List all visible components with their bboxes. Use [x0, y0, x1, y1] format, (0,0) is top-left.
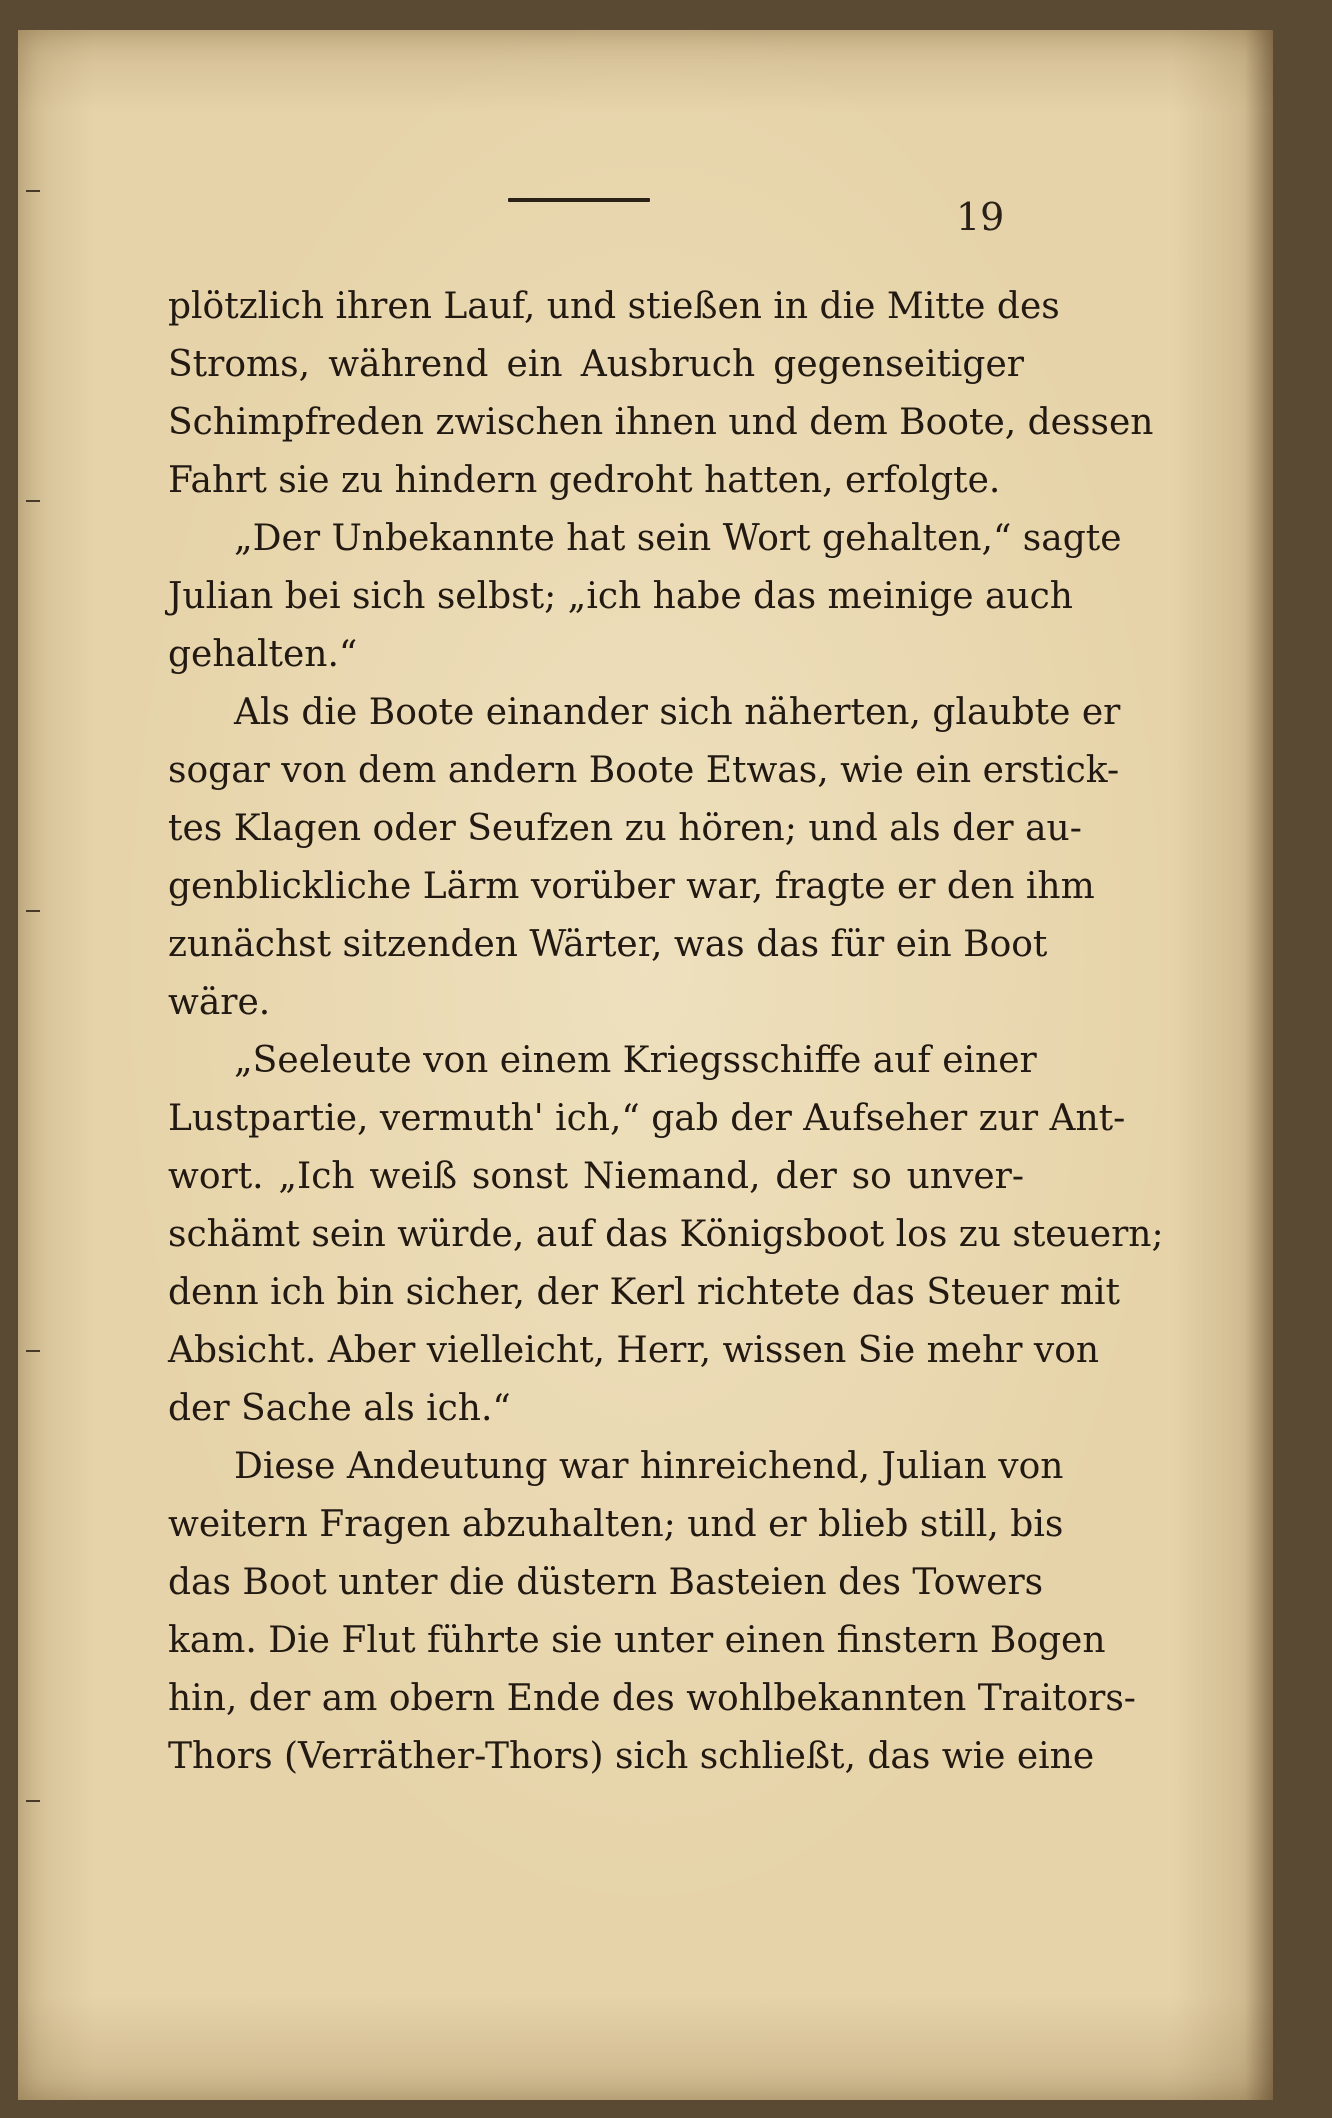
- text-line: Fahrt sie zu hindern gedroht hatten, erfolgte.: [168, 460, 1001, 501]
- text-line: Thors (Verräther-Thors) sich schließt, das wie eine: [168, 1736, 1095, 1777]
- margin-mark: [26, 1800, 40, 1802]
- text-line: tes Klagen oder Seufzen zu hören; und als der au-: [168, 808, 1082, 849]
- header-rule: [508, 198, 650, 202]
- text-line: Diese Andeutung war hinreichend, Julian von: [234, 1446, 1064, 1487]
- text-line: Absicht. Aber vielleicht, Herr, wissen Sie mehr von: [168, 1330, 1100, 1371]
- book-page: [18, 30, 1273, 2100]
- text-line: denn ich bin sicher, der Kerl richtete das Steuer mit: [168, 1272, 1121, 1313]
- margin-mark: [26, 500, 40, 502]
- body-text: [168, 278, 1164, 1786]
- text-line: plötzlich ihren Lauf, und stießen in die Mitte des: [168, 286, 1060, 327]
- text-line: Schimpfreden zwischen ihnen und dem Boote, dessen: [168, 402, 1154, 443]
- page-spine-shadow: [1245, 30, 1273, 2100]
- text-line: „Seeleute von einem Kriegsschiffe auf einer: [234, 1040, 1037, 1081]
- text-line: sogar von dem andern Boote Etwas, wie ein erstick-: [168, 750, 1120, 791]
- text-line: Stroms, während ein Ausbruch gegenseitiger: [168, 344, 1024, 385]
- margin-mark: [26, 910, 40, 912]
- text-line: Julian bei sich selbst; „ich habe das meinige auch: [168, 576, 1073, 617]
- text-line: weitern Fragen abzuhalten; und er blieb still, bis: [168, 1504, 1064, 1545]
- text-line: wäre.: [168, 982, 271, 1023]
- page-number: 19: [956, 195, 1005, 239]
- text-line: Lustpartie, vermuth' ich,“ gab der Aufseher zur Ant-: [168, 1098, 1126, 1139]
- text-line: hin, der am obern Ende des wohlbekannten Traitors-: [168, 1678, 1136, 1719]
- text-line: Als die Boote einander sich näherten, glaubte er: [234, 692, 1121, 733]
- text-line: der Sache als ich.“: [168, 1388, 511, 1429]
- text-line: wort. „Ich weiß sonst Niemand, der so unver-: [168, 1156, 1024, 1197]
- text-line: schämt sein würde, auf das Königsboot los zu steuern;: [168, 1214, 1164, 1255]
- margin-mark: [26, 1350, 40, 1352]
- text-line: genblickliche Lärm vorüber war, fragte er den ihm: [168, 866, 1095, 907]
- margin-mark: [26, 190, 40, 192]
- text-line: das Boot unter die düstern Basteien des Towers: [168, 1562, 1044, 1603]
- text-line: gehalten.“: [168, 634, 358, 675]
- text-line: zunächst sitzenden Wärter, was das für ein Boot: [168, 924, 1048, 965]
- text-line: kam. Die Flut führte sie unter einen finstern Bogen: [168, 1620, 1106, 1661]
- text-line: „Der Unbekannte hat sein Wort gehalten,“ sagte: [234, 518, 1122, 559]
